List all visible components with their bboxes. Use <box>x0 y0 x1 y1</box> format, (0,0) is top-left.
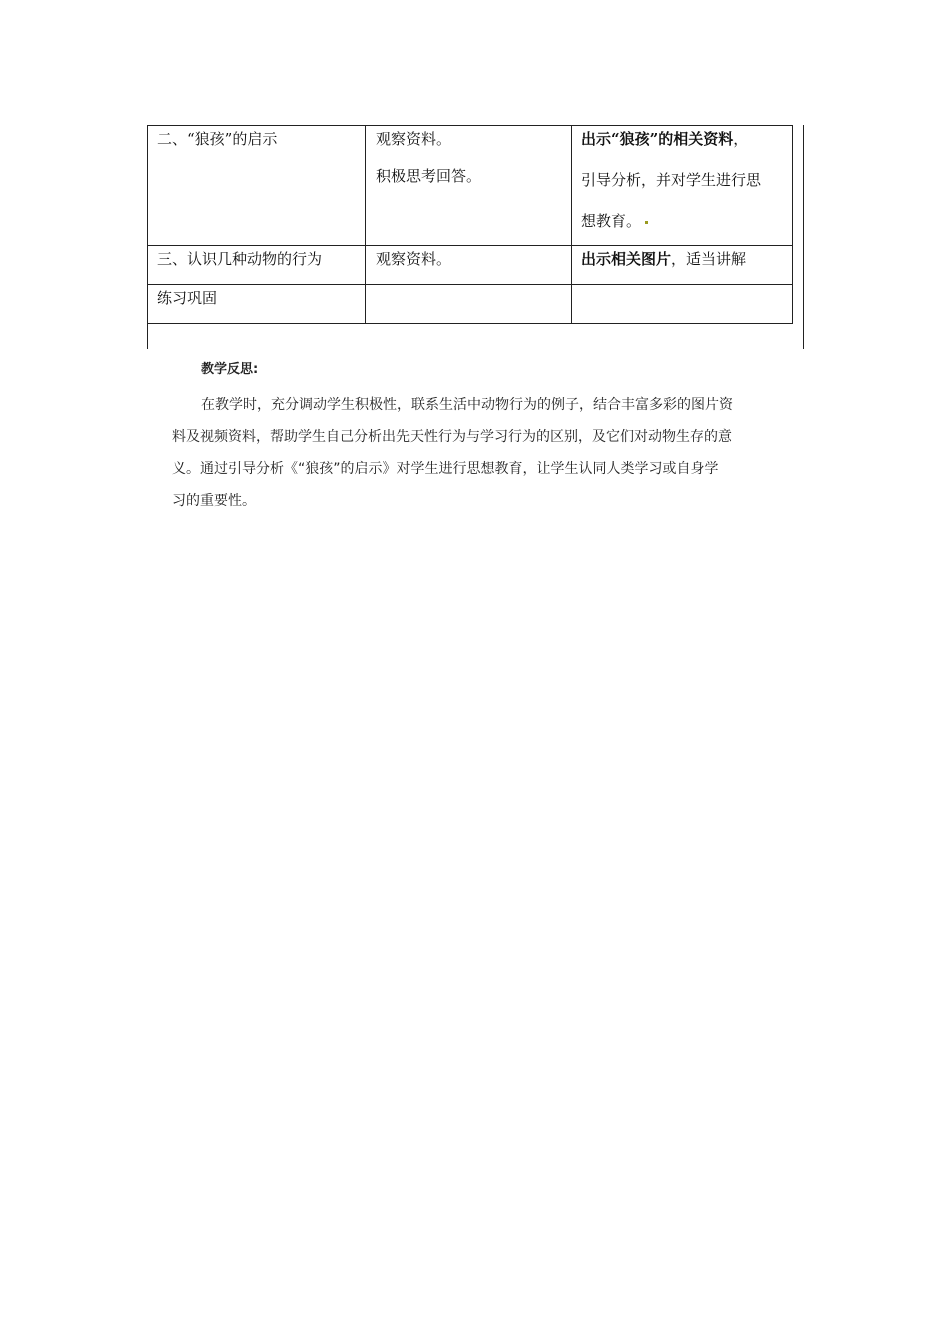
table-outer-right-edge <box>803 125 804 349</box>
table-row-divider-2 <box>147 284 792 285</box>
reflection-line-3: 义。通过引导分析《“狼孩”的启示》对学生进行思想教育，让学生认同人类学习或自身学 <box>172 461 719 477</box>
row3-stage: 练习巩固 <box>157 289 218 307</box>
table-col-divider-1 <box>365 125 366 324</box>
table-bottom-border <box>147 323 792 324</box>
reflection-title: 教学反思: <box>201 362 259 377</box>
row1-teacher-activity-line3-text: 想教育。 <box>581 212 642 230</box>
row2-teacher-activity-rest: ，适当讲解 <box>671 250 747 268</box>
stray-mark <box>645 221 648 224</box>
table-row-divider-1 <box>147 245 792 246</box>
row2-teacher-activity <box>581 249 746 269</box>
row1-teacher-activity-line2: 引导分析，并对学生进行思 <box>581 171 762 189</box>
table-top-border <box>147 125 792 126</box>
row1-student-activity-line1: 观察资料。 <box>376 130 452 148</box>
reflection-line-2: 料及视频资料，帮助学生自己分析出先天性行为与学习行为的区别，及它们对动物生存的意 <box>172 429 732 445</box>
row1-student-activity-line2: 积极思考回答。 <box>376 167 482 185</box>
reflection-line-4: 习的重要性。 <box>172 493 256 509</box>
table-left-border <box>147 125 148 349</box>
table-col-divider-2 <box>571 125 572 324</box>
row1-teacher-activity-line1 <box>581 129 748 149</box>
row1-stage: 二、“狼孩”的启示 <box>157 130 278 148</box>
row1-teacher-activity-punct: ， <box>733 130 749 148</box>
table-right-border <box>792 125 793 324</box>
row2-student-activity: 观察资料。 <box>376 250 452 268</box>
reflection-line-1: 在教学时，充分调动学生积极性，联系生活中动物行为的例子，结合丰富多彩的图片资 <box>201 397 733 413</box>
row2-teacher-activity-bold: 出示相关图片 <box>581 250 672 268</box>
row2-stage: 三、认识几种动物的行为 <box>157 250 323 268</box>
row1-teacher-activity-line3 <box>581 211 648 231</box>
row1-teacher-activity-bold: 出示“狼孩”的相关资料 <box>581 130 734 148</box>
